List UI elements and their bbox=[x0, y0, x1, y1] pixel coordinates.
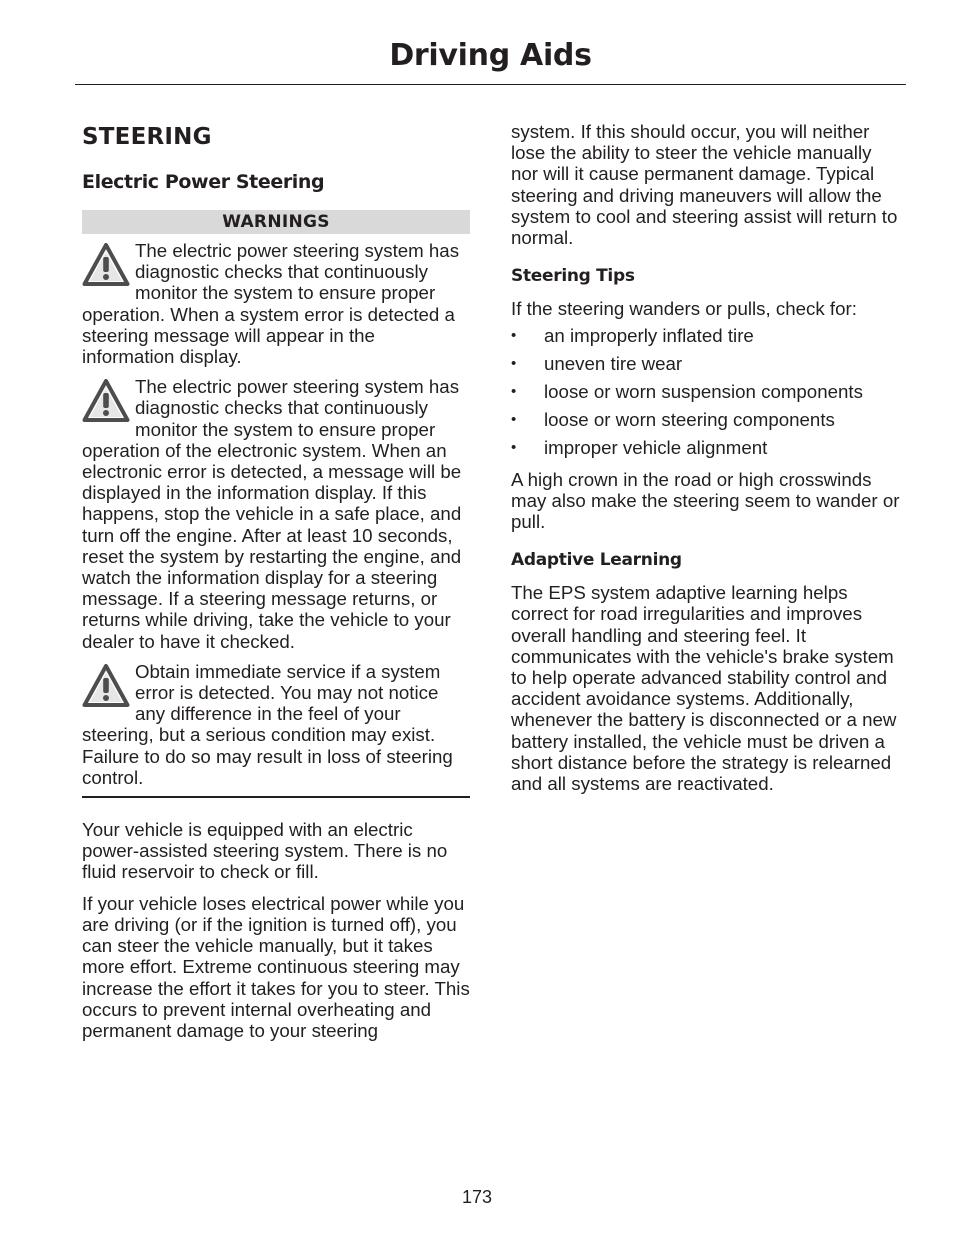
list-item bbox=[511, 409, 903, 430]
warning-block bbox=[82, 240, 470, 367]
bullet: • bbox=[511, 439, 517, 457]
page-title: Driving Aids bbox=[389, 38, 592, 73]
adaptive-learning-text: The EPS system adaptive learning helps correct for road irregularities and improves overall handling and steering feel. It communicates with the vehicle's brake system to help operate advanced stability control and accident avoidance systems. Additionally, whenever the battery is disconnected or a new battery installed, the vehicle must be driven a short distance before the strategy is relearned and all systems are reactivated. bbox=[511, 582, 897, 795]
list-item bbox=[511, 353, 903, 374]
warning-triangle-icon bbox=[82, 378, 130, 424]
page-number: 173 bbox=[461, 1187, 493, 1207]
bullet: • bbox=[511, 355, 517, 373]
subsection-title: Electric Power Steering bbox=[82, 171, 325, 193]
steering-tips-heading: Steering Tips bbox=[511, 266, 635, 287]
left-column bbox=[82, 120, 470, 1041]
tips-outro: A high crown in the road or high crosswinds may also make the steering seem to wander or pull. bbox=[511, 468, 900, 533]
list-item bbox=[511, 437, 903, 458]
bullet: • bbox=[511, 411, 517, 429]
bullet: • bbox=[511, 327, 517, 345]
warnings-heading: WARNINGS bbox=[82, 210, 470, 234]
list-item-text: uneven tire wear bbox=[544, 353, 683, 375]
warning-text: The electric power steering system has diagnostic checks that continuously monitor the system to ensure proper operation of the electronic system. When an electronic error is detected, a message will be displayed in the information display. If this happens, stop the vehicle in a safe place, and turn off the engine. After at least 10 seconds, reset the system by restarting the engine, and watch the information display for a steering message. If a steering message returns, or returns while driving, take the vehicle to your dealer to have it checked. bbox=[82, 376, 462, 652]
list-item-text: loose or worn steering components bbox=[544, 409, 835, 431]
body-paragraph: If your vehicle loses electrical power while you are driving (or if the ignition is turned off), you can steer the vehicle manually, but it takes more effort. Extreme continuous steering may increase the effort it takes for you to steer. This occurs to prevent internal overheating and permanent damage to your steering bbox=[82, 892, 470, 1041]
tips-list bbox=[511, 325, 903, 458]
warning-triangle-icon bbox=[82, 663, 130, 709]
bullet: • bbox=[511, 383, 517, 401]
list-item-text: improper vehicle alignment bbox=[544, 437, 768, 459]
body-paragraph: Your vehicle is equipped with an electric power-assisted steering system. There is no fluid reservoir to check or fill. bbox=[82, 819, 448, 883]
list-item bbox=[511, 325, 903, 346]
list-item-text: an improperly inflated tire bbox=[544, 325, 754, 347]
adaptive-learning-heading: Adaptive Learning bbox=[511, 550, 682, 571]
warning-triangle-icon bbox=[82, 242, 130, 288]
page-header bbox=[75, 34, 906, 85]
tips-intro: If the steering wanders or pulls, check for: bbox=[511, 298, 857, 320]
warning-block bbox=[82, 661, 470, 788]
continued-paragraph: system. If this should occur, you will neither lose the ability to steer the vehicle manually nor will it cause permanent damage. Typical steering and driving maneuvers will allow the system to cool and steering assist will return to normal. bbox=[511, 121, 898, 249]
right-column bbox=[511, 121, 903, 794]
section-title: STEERING bbox=[82, 124, 212, 150]
list-item bbox=[511, 381, 903, 402]
list-item-text: loose or worn suspension components bbox=[544, 381, 863, 403]
warning-text: Obtain immediate service if a system error is detected. You may not notice any difference in the feel of your steering, but a serious condition may exist. Failure to do so may result in loss of steering control. bbox=[82, 660, 453, 788]
warning-block bbox=[82, 376, 470, 652]
warnings-divider bbox=[82, 796, 470, 798]
warning-text: The electric power steering system has diagnostic checks that continuously monitor the system to ensure proper operation. When a system error is detected a steering message will appear in the information display. bbox=[82, 240, 460, 368]
